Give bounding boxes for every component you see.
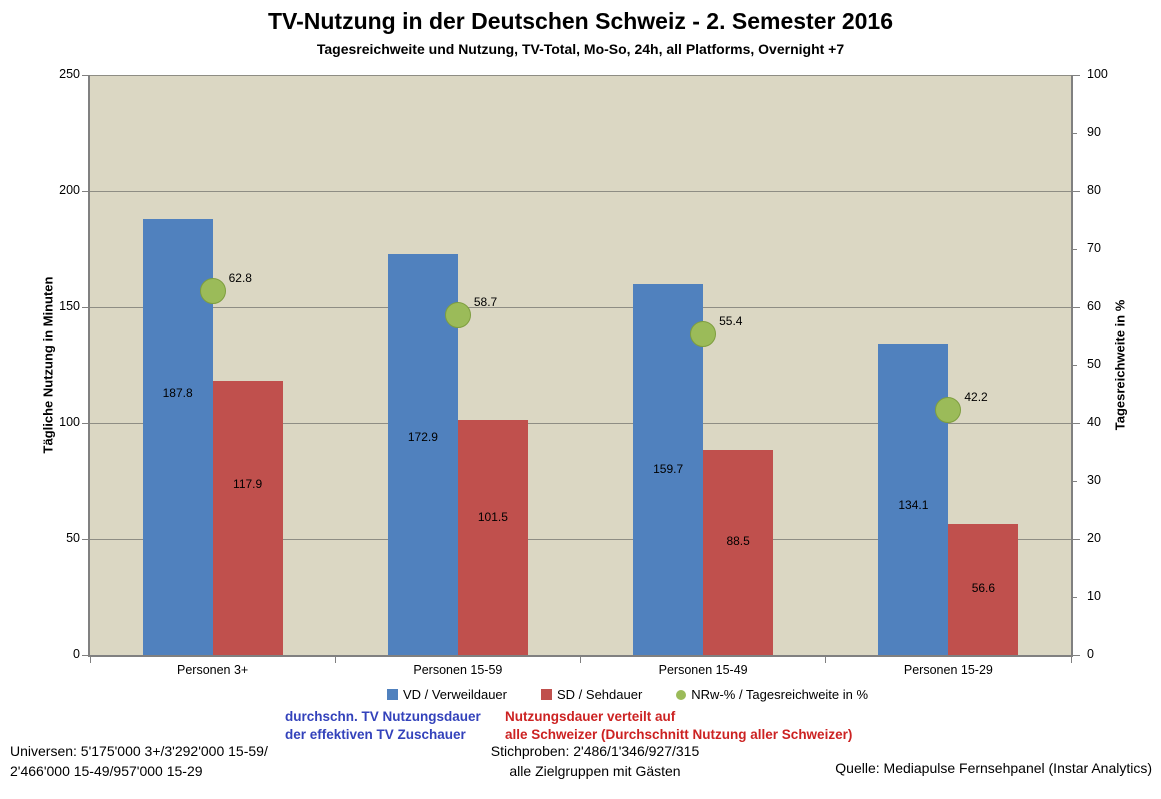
category-label-1: Personen 15-59: [413, 663, 503, 677]
bar-value-label: 88.5: [726, 534, 750, 549]
y-axis-tick-label-right: 0: [1087, 647, 1094, 661]
bar-sd-0: [213, 381, 283, 655]
y-axis-tick-label-right: 90: [1087, 125, 1101, 139]
y-axis-tick-left: [82, 655, 88, 656]
bar-value-label: 172.9: [407, 430, 438, 445]
category-label-0: Personen 3+: [177, 663, 249, 677]
bar-value-label: 187.8: [162, 385, 193, 400]
annotation-blue-line1: durchschn. TV Nutzungsdauer: [285, 709, 481, 724]
bar-value-label: 117.9: [233, 477, 263, 492]
nrw-dot-0: [200, 278, 226, 304]
y-axis-tick-label-right: 60: [1087, 299, 1101, 313]
y-axis-tick-right: [1073, 75, 1080, 76]
y-axis-tick-label-right: 40: [1087, 415, 1101, 429]
legend-label: VD / Verweildauer: [402, 687, 507, 702]
y-axis-tick-right: [1073, 481, 1077, 482]
nrw-dot-2: [690, 321, 716, 347]
bar-value-label: 159.7: [653, 461, 684, 476]
y-axis-tick-label-left: 0: [73, 647, 80, 661]
legend-item-sd: [541, 687, 642, 702]
y-axis-tick-right: [1073, 597, 1077, 598]
category-label-3: Personen 15-29: [903, 663, 993, 677]
annotation-red: [505, 708, 852, 744]
y-axis-tick-right: [1073, 249, 1077, 250]
category-label-2: Personen 15-49: [658, 663, 748, 677]
footer-stichproben: [430, 741, 760, 781]
gridline: [90, 75, 1071, 76]
bar-sd-2: [703, 450, 773, 655]
legend-circle-marker-icon: [676, 690, 686, 700]
footer-quelle: Quelle: Mediapulse Fernsehpanel (Instar Analytics): [835, 760, 1152, 776]
y-axis-tick-label-left: 200: [59, 183, 80, 197]
footer-universen: [10, 741, 268, 781]
bar-value-label: 134.1: [898, 497, 929, 512]
y-axis-tick-right: [1073, 365, 1077, 366]
y-axis-line-left: [88, 75, 90, 657]
nrw-dot-1: [445, 302, 471, 328]
y-axis-tick-label-right: 70: [1087, 241, 1101, 255]
y-axis-tick-label-right: 10: [1087, 589, 1101, 603]
y-axis-tick-label-right: 100: [1087, 67, 1108, 81]
nrw-dot-label: 62.8: [228, 270, 252, 285]
y-axis-tick-right: [1073, 307, 1080, 308]
y-axis-tick-label-left: 50: [66, 531, 80, 545]
gridline: [90, 191, 1071, 192]
legend-label: SD / Sehdauer: [557, 687, 643, 702]
y-axis-tick-right: [1073, 191, 1080, 192]
y-axis-tick-left: [82, 307, 88, 308]
y-axis-tick-label-left: 150: [59, 299, 80, 313]
y-axis-tick-right: [1073, 539, 1080, 540]
bar-value-label: 101.5: [477, 510, 508, 525]
footer-stichproben-line1: Stichproben: 2'486/1'346/927/315: [490, 743, 700, 759]
legend-item-vd: [387, 687, 507, 702]
y-axis-title-left: Tägliche Nutzung in Minuten: [40, 276, 56, 454]
y-axis-tick-left: [82, 423, 88, 424]
legend-item-nrw: [676, 687, 868, 702]
y-axis-tick-label-left: 250: [59, 67, 80, 81]
nrw-dot-label: 58.7: [473, 294, 498, 309]
legend-square-marker-icon: [541, 689, 552, 700]
y-axis-line-right: [1071, 75, 1073, 657]
bar-value-label: 56.6: [971, 581, 996, 596]
y-axis-title-right: Tagesreichweite in %: [1112, 299, 1128, 431]
y-axis-tick-label-right: 80: [1087, 183, 1101, 197]
y-axis-tick-right: [1073, 423, 1080, 424]
footer-universen-line2: 2'466'000 15-49/957'000 15-29: [10, 763, 203, 779]
y-axis-tick-left: [82, 75, 88, 76]
footer-universen-line1: Universen: 5'175'000 3+/3'292'000 15-59/: [10, 743, 268, 759]
gridline: [90, 307, 1071, 308]
legend-square-marker-icon: [387, 689, 398, 700]
annotation-red-line1: Nutzungsdauer verteilt auf: [505, 709, 676, 724]
chart-legend: [47, 687, 1161, 702]
y-axis-tick-label-right: 20: [1087, 531, 1101, 545]
nrw-dot-label: 55.4: [719, 313, 743, 328]
nrw-dot-label: 42.2: [964, 390, 988, 405]
annotation-blue: [285, 708, 481, 744]
y-axis-tick-right: [1073, 655, 1080, 656]
annotation-blue-line2: der effektiven TV Zuschauer: [285, 727, 466, 742]
y-axis-tick-label-right: 50: [1087, 357, 1101, 371]
y-axis-tick-left: [82, 191, 88, 192]
y-axis-tick-left: [82, 539, 88, 540]
footer-stichproben-line2: alle Zielgruppen mit Gästen: [509, 763, 681, 779]
bar-sd-1: [458, 420, 528, 655]
annotation-red-line2: alle Schweizer (Durchschnitt Nutzung aller Schweizer): [505, 727, 853, 742]
legend-label: NRw-% / Tagesreichweite in %: [691, 687, 869, 702]
y-axis-tick-label-left: 100: [59, 415, 80, 429]
y-axis-tick-label-right: 30: [1087, 473, 1101, 487]
chart-title: TV-Nutzung in der Deutschen Schweiz - 2. Semester 2016: [267, 8, 893, 34]
chart-subtitle: Tagesreichweite und Nutzung, TV-Total, Mo-So, 24h, all Platforms, Overnight +7: [316, 41, 845, 57]
y-axis-tick-right: [1073, 133, 1077, 134]
